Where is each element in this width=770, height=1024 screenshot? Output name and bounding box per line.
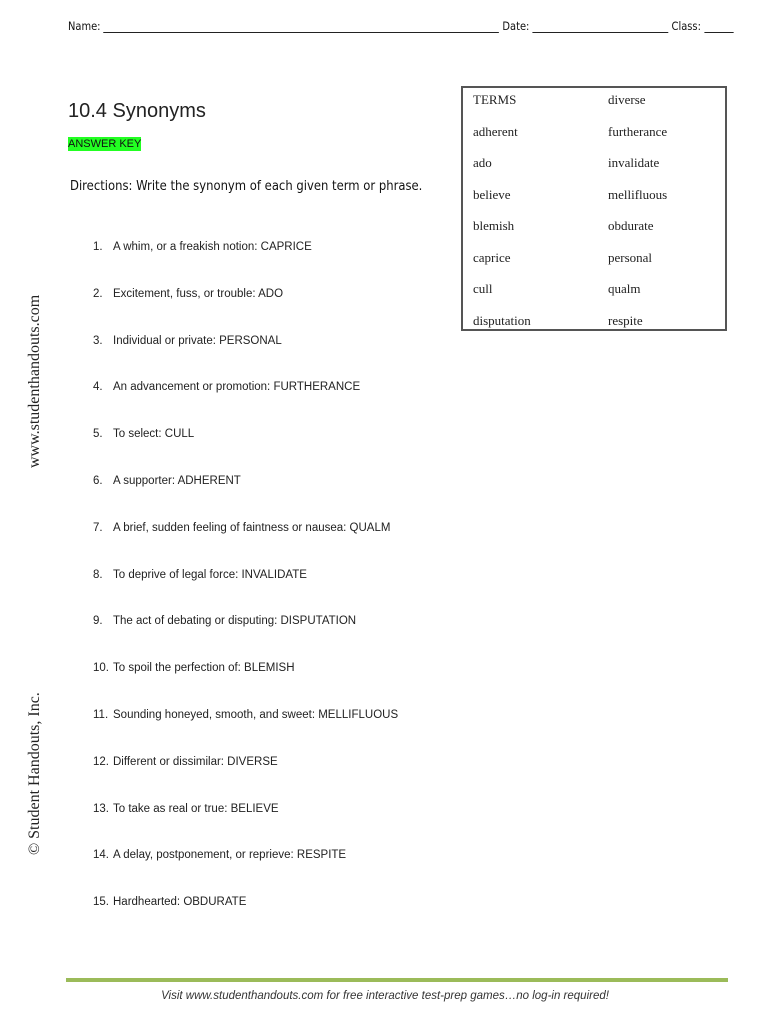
- question-item: [93, 849, 398, 896]
- question-item: [93, 662, 398, 709]
- term-item: diverse: [608, 92, 646, 107]
- side-copyright-text: © Student Handouts, Inc.: [26, 692, 43, 855]
- question-item: [93, 569, 398, 616]
- term-item: adherent: [473, 123, 518, 139]
- term-item: cull: [473, 281, 493, 296]
- term-item: invalidate: [608, 155, 660, 170]
- question-text: To spoil the perfection of: BLEMISH: [113, 662, 295, 675]
- question-number: 12.: [93, 755, 109, 768]
- question-number: 9.: [93, 615, 103, 628]
- question-item: [93, 288, 398, 335]
- question-item: [93, 615, 398, 662]
- question-text: A delay, postponement, or reprieve: RESPITE: [113, 849, 347, 862]
- question-text: A supporter: ADHERENT: [113, 474, 241, 487]
- question-number: 8.: [93, 568, 103, 581]
- terms-column-2: [608, 94, 667, 346]
- directions-text: Directions: Write the synonym of each given term or phrase.: [70, 178, 423, 194]
- question-item: [93, 381, 398, 428]
- question-item: [93, 522, 398, 569]
- name-blank[interactable]: [104, 19, 500, 33]
- question-item: [93, 756, 398, 803]
- question-text: To take as real or true: BELIEVE: [113, 802, 279, 815]
- term-item: mellifluous: [608, 186, 668, 202]
- term-item: qualm: [608, 281, 641, 296]
- date-label: Date:: [502, 19, 530, 33]
- date-blank[interactable]: [533, 19, 669, 33]
- terms-header: TERMS: [473, 92, 517, 107]
- student-info-line: [68, 19, 701, 39]
- question-text: The act of debating or disputing: DISPUTATION: [113, 615, 357, 628]
- question-item: [93, 896, 398, 943]
- question-number: 2.: [93, 287, 103, 300]
- question-item: [93, 241, 398, 288]
- question-text: A whim, or a freakish notion: CAPRICE: [113, 241, 312, 253]
- term-item: obdurate: [608, 218, 654, 233]
- question-text: Sounding honeyed, smooth, and sweet: MELLIFLUOUS: [113, 708, 399, 721]
- page-title: 10.4 Synonyms: [68, 100, 206, 122]
- footer-note: Visit www.studenthandouts.com for free interactive test-prep games…no log-in required!: [161, 990, 609, 1002]
- class-blank[interactable]: [704, 19, 733, 33]
- question-text: A brief, sudden feeling of faintness or nausea: QUALM: [113, 521, 391, 534]
- question-number: 4.: [93, 381, 103, 394]
- question-item: [93, 335, 398, 382]
- question-item: [93, 428, 398, 475]
- question-number: 3.: [93, 334, 103, 347]
- question-number: 1.: [93, 241, 103, 253]
- question-item: [93, 475, 398, 522]
- question-number: 15.: [93, 896, 109, 909]
- term-item: ado: [473, 155, 492, 170]
- question-number: 6.: [93, 474, 103, 487]
- question-number: 7.: [93, 521, 103, 534]
- question-text: Hardhearted: OBDURATE: [113, 896, 247, 909]
- question-text: To select: CULL: [113, 428, 195, 441]
- term-item: caprice: [473, 249, 511, 265]
- question-item: [93, 803, 398, 850]
- question-number: 5.: [93, 428, 103, 441]
- answer-key-badge: ANSWER KEY: [68, 138, 142, 150]
- term-item: respite: [608, 312, 643, 328]
- footer-divider: [66, 978, 728, 982]
- question-text: Individual or private: PERSONAL: [113, 334, 282, 347]
- name-label: Name:: [68, 19, 101, 33]
- terms-box: [461, 86, 727, 331]
- question-text: An advancement or promotion: FURTHERANCE: [113, 381, 361, 394]
- term-item: believe: [473, 186, 511, 202]
- question-number: 14.: [93, 849, 109, 862]
- term-item: personal: [608, 249, 653, 265]
- term-item: disputation: [473, 312, 531, 328]
- question-text: To deprive of legal force: INVALIDATE: [113, 568, 307, 581]
- terms-column-1: [473, 94, 531, 346]
- class-label: Class:: [671, 19, 701, 33]
- term-item: furtherance: [608, 123, 668, 139]
- question-item: [93, 709, 398, 756]
- side-website-text: www.studenthandouts.com: [26, 294, 43, 468]
- question-text: Excitement, fuss, or trouble: ADO: [113, 287, 284, 300]
- question-number: 10.: [93, 662, 109, 675]
- question-number: 11.: [93, 708, 109, 721]
- question-number: 13.: [93, 802, 109, 815]
- question-list: [93, 241, 398, 943]
- question-text: Different or dissimilar: DIVERSE: [113, 755, 278, 768]
- term-item: blemish: [473, 218, 515, 233]
